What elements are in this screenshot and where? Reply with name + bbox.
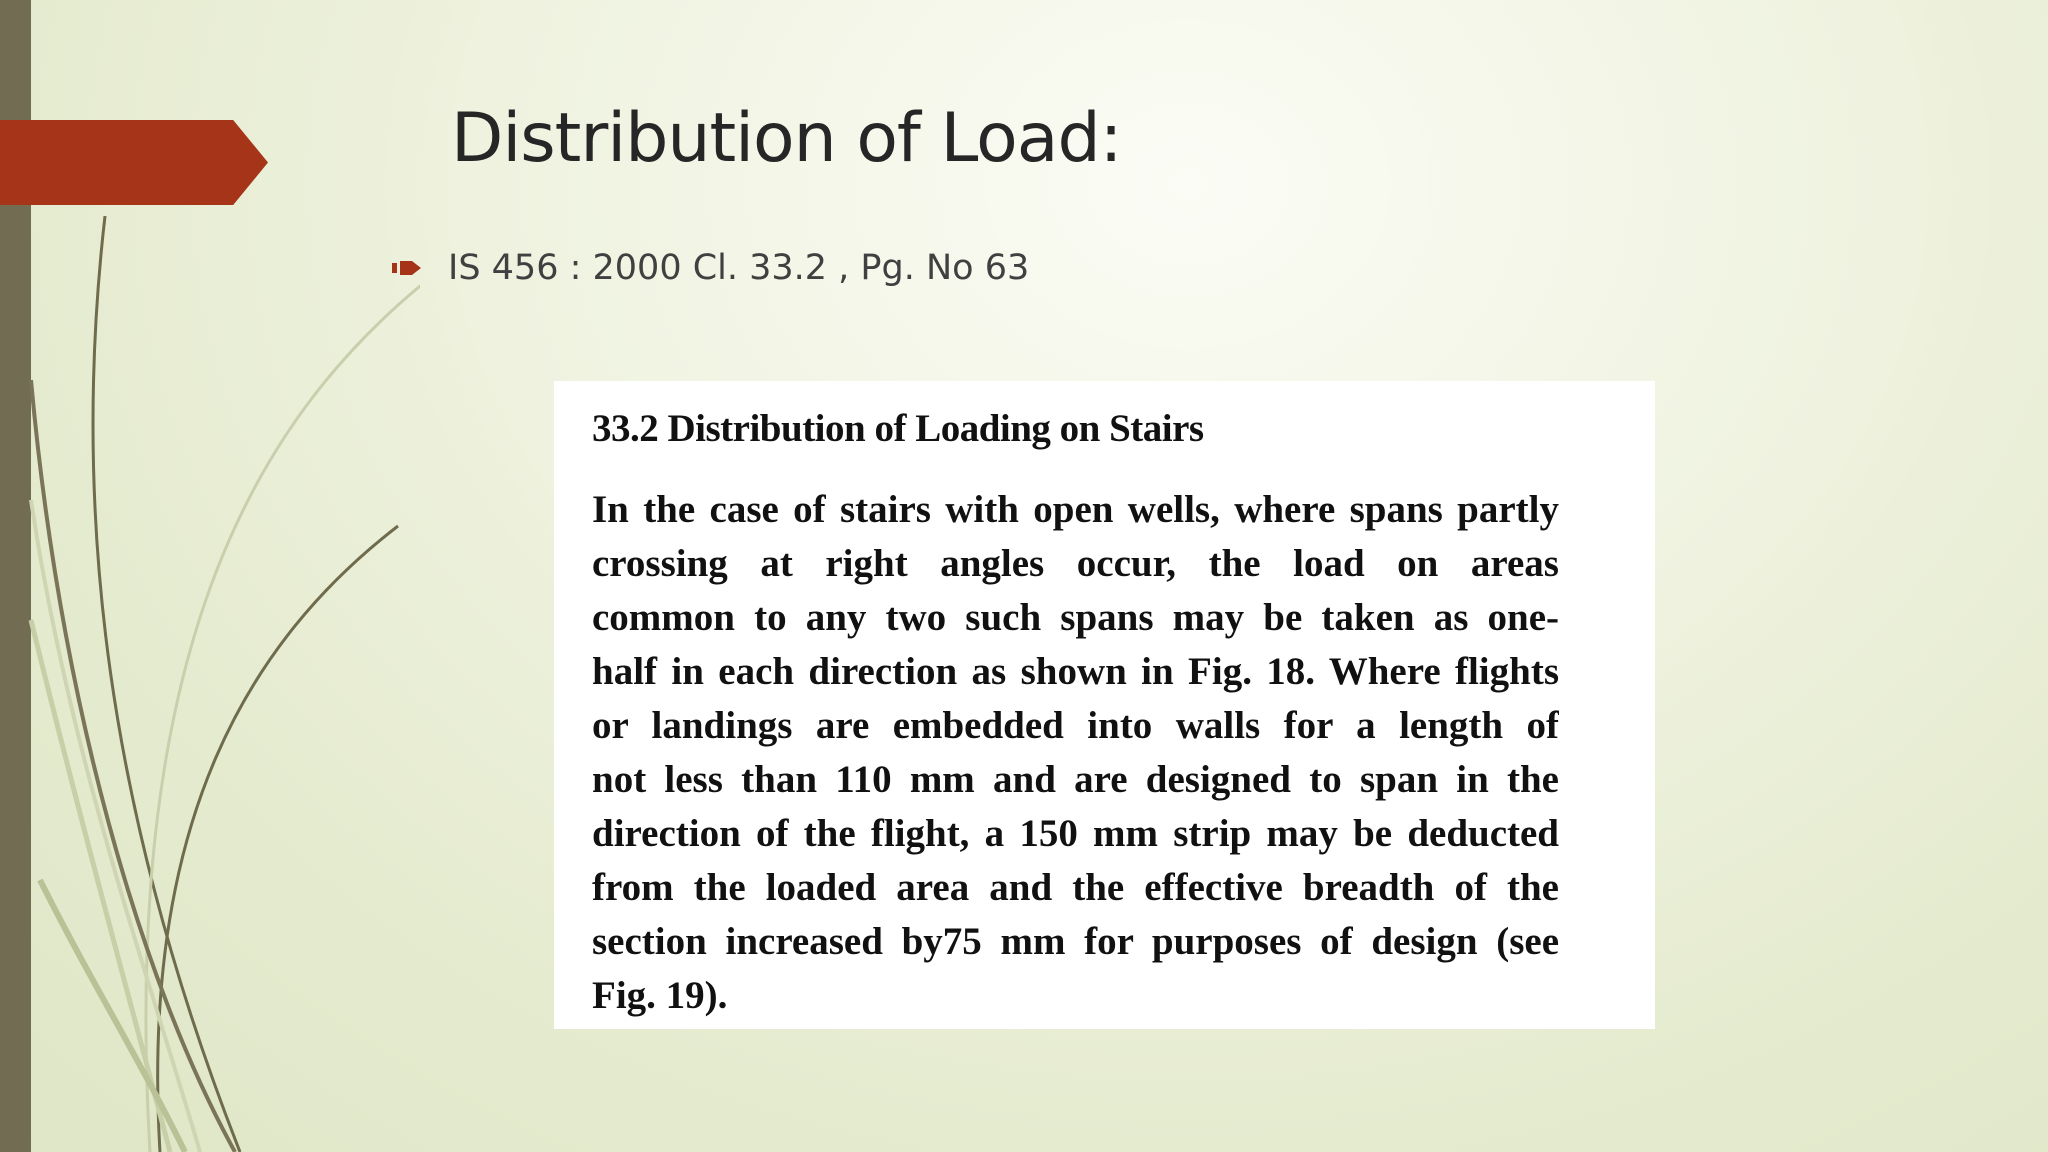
excerpt-line: crossing at right angles occur, the load on areas [592,542,1559,585]
excerpt-line: not less than 110 mm and are designed to span in the [592,758,1559,801]
title-arrow-marker [0,120,268,205]
excerpt-line: direction of the flight, a 150 mm strip may be deducted [592,812,1559,855]
excerpt-heading: 33.2 Distribution of Loading on Stairs [592,407,1204,450]
code-excerpt-image [554,381,1655,1029]
excerpt-line: Fig. 19). [592,974,728,1017]
arrow-bullet-icon [392,258,422,278]
excerpt-line: from the loaded area and the effective breadth of the [592,866,1559,909]
excerpt-line: common to any two such spans may be taken as one- [592,596,1559,639]
slide-title: Distribution of Load: [451,99,1122,178]
excerpt-line: section increased by75 mm for purposes of design (see [592,920,1559,963]
bullet-item [392,243,1029,293]
bullet-text: IS 456 : 2000 Cl. 33.2 , Pg. No 63 [448,248,1030,288]
excerpt-line: In the case of stairs with open wells, where spans partly [592,488,1559,531]
excerpt-line: or landings are embedded into walls for a length of [592,704,1559,747]
excerpt-line: half in each direction as shown in Fig. 18. Where flights [592,650,1559,693]
